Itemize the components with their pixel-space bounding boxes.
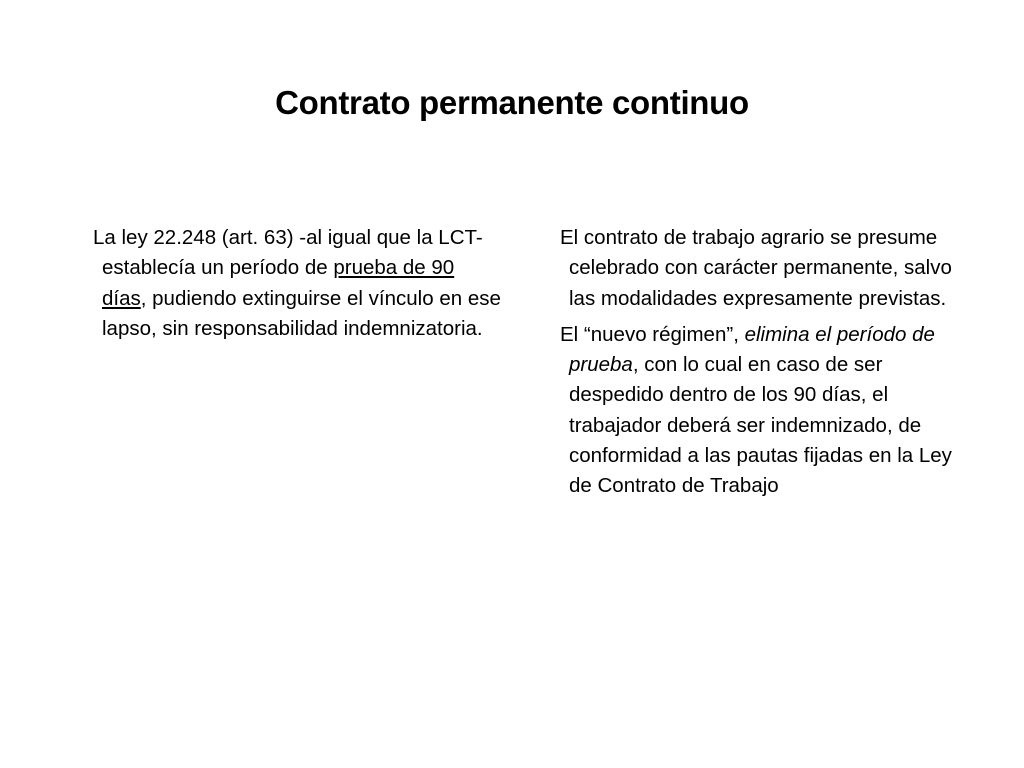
right-paragraph-1: El contrato de trabajo agrario se presume celebrado con carácter permanente, salvo las modalidades expresamente previstas. (560, 226, 952, 310)
left-paragraph (93, 223, 503, 344)
left-paragraph-underlined-text: prueba de 90 días (102, 256, 455, 310)
left-paragraph-text-start: La ley 22.248 (art. 63) -al igual que la LCT- establecía un período de (93, 226, 483, 280)
left-column (93, 223, 503, 350)
right-paragraph-2-text-start: El “nuevo régimen”, (560, 322, 745, 346)
right-paragraph-2 (560, 320, 970, 502)
right-paragraph-2-text-end: , con lo cual en caso de ser despedido dentro de los 90 días, el trabajador deberá ser indemnizado, de conformidad a las pautas fijadas en la Ley de Contrato de Trabajo (569, 353, 952, 498)
right-paragraph-2-italic-text: elimina el período de prueba (569, 322, 935, 377)
slide-title: Contrato permanente continuo (275, 84, 749, 121)
left-paragraph-text-end: , pudiendo extinguirse el vínculo en ese lapso, sin responsabilidad indemnizatoria. (102, 286, 501, 340)
right-column (560, 223, 970, 508)
